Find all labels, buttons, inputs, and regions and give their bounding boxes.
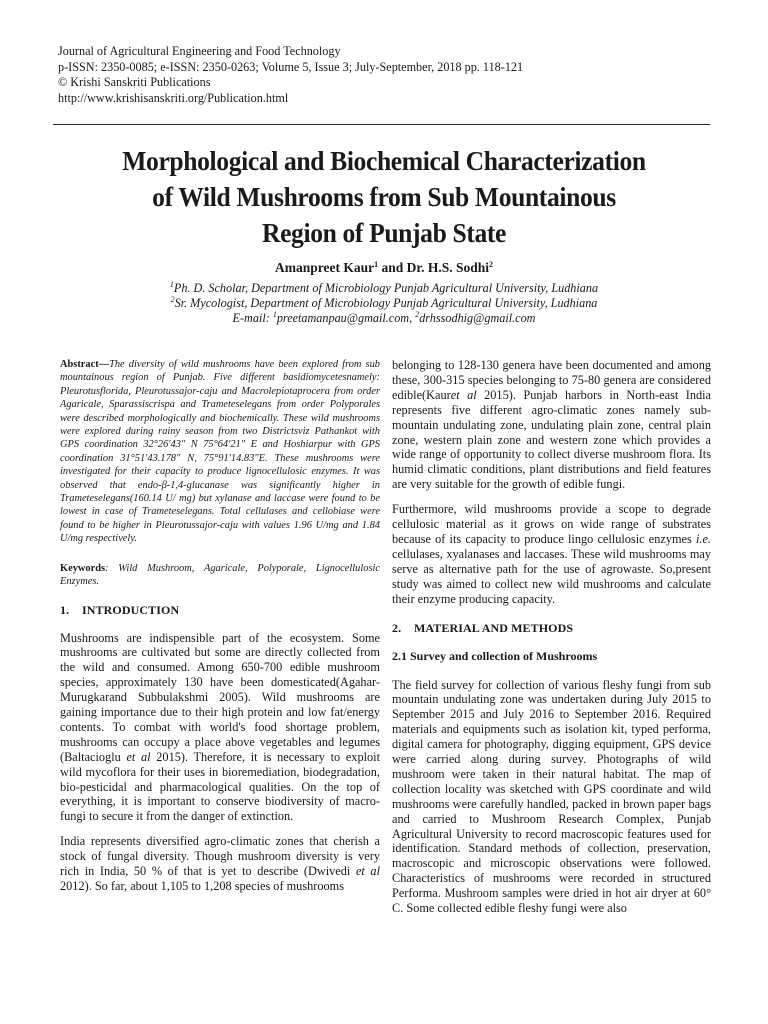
affiliation-sup: 2 [170, 295, 175, 304]
affiliation-line [0, 296, 768, 311]
section-title: MATERIAL AND METHODS [414, 620, 574, 635]
journal-issn-line: p-ISSN: 2350-0085; e-ISSN: 2350-0263; Volume 5, Issue 3; July-September, 2018 pp. 118-121 [58, 59, 524, 74]
affiliation-sup: 1 [169, 280, 174, 289]
author-sup: 1 [374, 260, 379, 269]
journal-url[interactable]: http://www.krishisanskriti.org/Publication.html [58, 90, 289, 105]
affiliation-text: Ph. D. Scholar, Department of Microbiology Punjab Agricultural University, Ludhiana [173, 281, 599, 295]
author-joiner: and [378, 260, 407, 275]
author-name: Dr. H.S. Sodhi [406, 260, 490, 275]
keywords-label: Keywords [60, 562, 106, 574]
paragraph-text: Furthermore, wild mushrooms provide a scope to degrade cellulosic material as it grows on wide range of substrates because of its capacity to produce lingo cellulosic enzymes [392, 502, 711, 546]
paragraph-text: cellulases, xyalanases and laccases. These wild mushrooms may serve as alternative path for the use of agrowaste. So,present study was aimed to collect new wild mushrooms and calculate their enzyme producing capacity. [392, 546, 711, 606]
email-label: E-mail: [232, 311, 273, 325]
paragraph-text: 2015). Punjab harbors in North-east India represents five different agro-climatic zones namely sub-mountain undulating zone, undulating plain zone, central plain zone, western plain zone and western zone which provides a wide range of opportunity to collect diverse mushroom flora. Its humid climatic conditions, plant distributions and field features are very suitable for the growth of edible fungi. [392, 387, 712, 492]
section-title: INTRODUCTION [82, 602, 180, 617]
paragraph-text: 2012). So far, about 1,105 to 1,208 species of mushrooms [60, 879, 345, 893]
paragraph-text: Mushrooms are indispensible part of the ecosystem. Some mushrooms are cultivated but some are directly collected from the wild and consumed. Among 650-700 edible mushroom species, approximately 130 have been domesticated(Agahar-Murugkarand Subbulakshmi 2005). Wild mushrooms are gaining importance due to their high protein and low fat/energy contents. To combat with world's food shortage problem, mushrooms can occupy a place above vegetables and legumes (Baltacioglu [60, 630, 380, 764]
italic-ie: i.e. [695, 531, 711, 546]
author-name: Amanpreet Kaur [274, 260, 375, 275]
right-column [392, 358, 711, 926]
keywords-text: Wild Mushroom, Agaricale, Polyporale, Lignocellulosic Enzymes. [60, 562, 380, 588]
email-address[interactable]: preetamanpau@gmail.com [276, 311, 410, 325]
abstract [60, 358, 380, 546]
affiliation-text: Sr. Mycologist, Department of Microbiology Punjab Agricultural University, Ludhiana [174, 296, 598, 310]
paragraph-text: India represents diversified agro-climatic zones that cherish a stock of fungal diversity. Though mushroom diversity is very rich in India, 50 % of that is yet to describe (Dwivedi [60, 834, 380, 879]
affiliations [0, 281, 768, 326]
affiliation-line [0, 281, 768, 296]
paragraph [60, 834, 380, 894]
email-sup: 1 [272, 310, 277, 319]
header-divider [53, 124, 710, 125]
paragraph-text: 2015). Therefore, it is necessary to exploit wild mycoflora for their uses in bioremediation, biodegradation, bio-pesticidal and pharmacological qualities. On the top of everything, it is important to conserve biodiversity of macro-fungi to secure it from the danger of extinction. [60, 749, 380, 824]
abstract-text: The diversity of wild mushrooms have been explored from sub mountainous region of Punjab. Five different basidiomycetesnamely: Pleurotusflorida, Pleurotussajor-caju and Macrolepiotaprocera from order Agaricale, Sparassiscrispa and Trameteselegans from order Polyporales were described morphologically and biochemically. These wild mushrooms were explored during rainy season from two Districtsviz Pathankot with GPS coordination 32°26'43" N 75°64'21" E and Hoshiarpur with GPS coordination 31°51'43.178" N, 75°91'14.83"E. These mushrooms were investigated for their capacity to produce lignocellulosic enzymes. It was observed that endo-β-1,4-glucanase was significantly higher in Trameteselegans(160.14 U/ mg) but xylanase and laccase were found to be lowest in case of Trameteselegans. Total cellulases and cellobiase were found to be higher in Pleurotussajor-caju with values 1.96 U/mg and 1.84 U/mg respectively. [60, 359, 380, 545]
journal-name: Journal of Agricultural Engineering and Food Technology [58, 44, 341, 58]
paragraph [392, 502, 711, 606]
section-number: 1. [60, 602, 70, 617]
section-heading-methods [392, 621, 711, 636]
citation-etal: et al [126, 749, 151, 764]
email-separator: , [409, 311, 416, 325]
abstract-label: Abstract— [60, 359, 110, 370]
citation-etal: et al [355, 864, 381, 879]
paragraph [392, 358, 711, 492]
title-line: Region of Punjab State [261, 217, 507, 248]
keywords [60, 562, 380, 589]
paragraph-text: belonging to 128-130 genera have been documented and among these, 300-315 species belonging to 75-80 genera are considered edible(Kaur [392, 358, 711, 402]
author-list [0, 260, 768, 276]
paragraph [60, 631, 380, 825]
journal-header [58, 44, 718, 106]
journal-publisher: © Krishi Sanskriti Publications [58, 75, 211, 90]
email-line [0, 311, 768, 326]
section-heading-introduction [60, 603, 380, 618]
left-column [60, 358, 380, 904]
title-line: of Wild Mushrooms from Sub Mountainous [152, 181, 616, 212]
paragraph: The field survey for collection of various fleshy fungi from sub mountain undulating zone was undertaken during July 2015 to September 2015 and July 2016 to September 2016. Required materials and equipments such as isolation kit, typed performa, digital camera for photography, digging equipment, GPS device were carried along during survey. Photographs of wild mushroom were taken in their natural habitat. The map of collection locality was sketched with GPS coordinate and wild mushrooms were carefully handled, packed in brown paper bags and carried to Mushroom Research Complex, Punjab Agricultural University to record macroscopic features used for identification. Standard methods of collection, preservation, macroscopic and microscopic observations were followed. Characteristics of mushrooms were recorded in structured Performa. Mushroom samples were dried in hot air dryer at 60° C. Some collected edible fleshy fungi were also [392, 677, 711, 916]
title-line: Morphological and Biochemical Characterization [122, 145, 646, 176]
keywords-sep: : [105, 562, 119, 574]
citation-etal: et al [450, 387, 477, 402]
author-sup: 2 [489, 260, 494, 269]
section-number: 2. [392, 620, 402, 635]
paper-title [64, 143, 704, 251]
email-sup: 2 [415, 310, 420, 319]
email-address[interactable]: drhssodhig@gmail.com [419, 311, 536, 325]
subsection-heading: 2.1 Survey and collection of Mushrooms [392, 648, 598, 663]
